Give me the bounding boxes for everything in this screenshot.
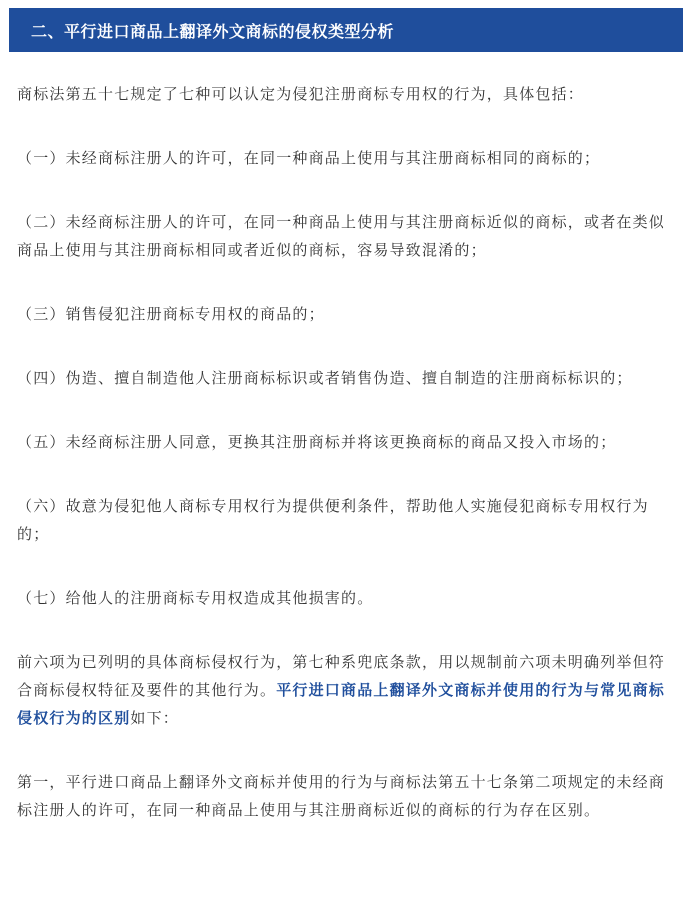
list-item-6: （六）故意为侵犯他人商标专用权行为提供便利条件，帮助他人实施侵犯商标专用权行为的； [17,497,649,543]
list-item-3: （三）销售侵犯注册商标专用权的商品的； [17,305,325,323]
list-item-5: （五）未经商标注册人同意，更换其注册商标并将该更换商标的商品又投入市场的； [17,433,617,451]
list-item-4: （四）伪造、擅自制造他人注册商标标识或者销售伪造、擅自制造的注册商标标识的； [17,369,633,387]
section-title: 二、平行进口商品上翻译外文商标的侵权类型分析 [31,21,395,41]
list-item-2: （二）未经商标注册人的许可，在同一种商品上使用与其注册商标近似的商标，或者在类似商品上使用与其注册商标相同或者近似的商标，容易导致混淆的； [17,213,666,259]
summary-highlight: 平行进口商品上翻译外文商标并使用的行为与常见商标侵权行为的区别 [17,681,666,727]
summary-text-after: 如下： [130,709,180,727]
summary-text-before: 前六项为已列明的具体商标侵权行为，第七种系兜底条款，用以规制前六项未明确列举但符合商标侵权特征及要件的其他行为。 [17,653,666,699]
list-item-1: （一）未经商标注册人的许可，在同一种商品上使用与其注册商标相同的商标的； [17,149,601,167]
first-point-paragraph: 第一，平行进口商品上翻译外文商标并使用的行为与商标法第五十七条第二项规定的未经商标注册人的许可，在同一种商品上使用与其注册商标近似的商标的行为存在区别。 [17,773,666,819]
article-body [17,80,677,824]
intro-paragraph: 商标法第五十七规定了七种可以认定为侵犯注册商标专用权的行为，具体包括： [17,85,585,103]
list-item-7: （七）给他人的注册商标专用权造成其他损害的。 [17,589,374,607]
section-header-bar [9,8,683,52]
summary-paragraph [17,648,677,732]
